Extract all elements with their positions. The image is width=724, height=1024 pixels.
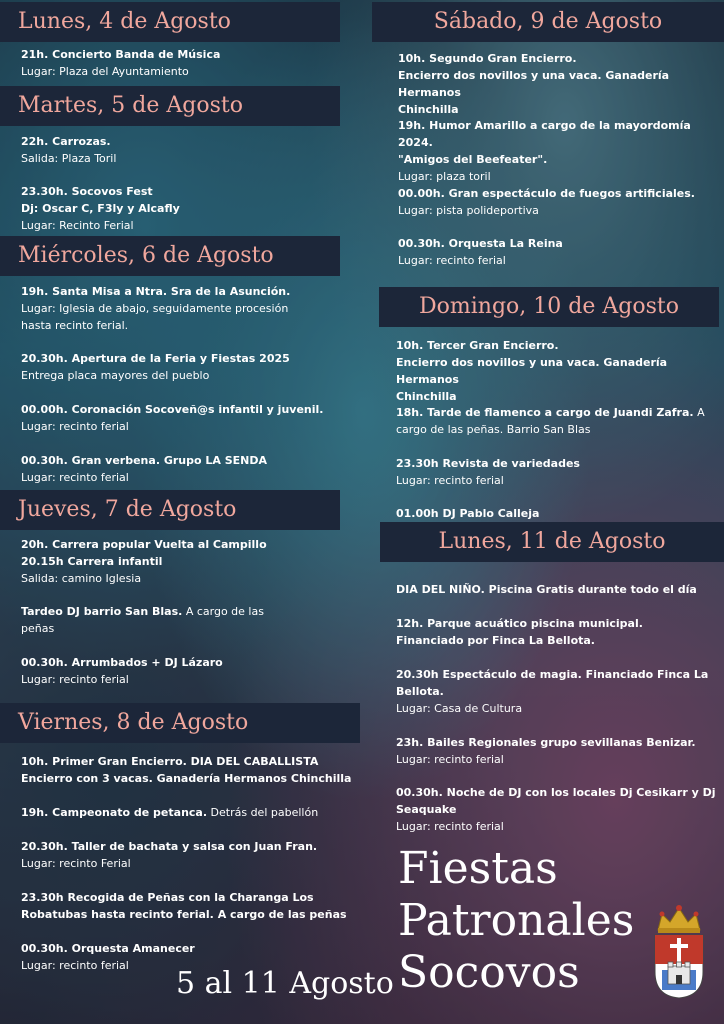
day-header-viernes-8: Viernes, 8 de Agosto bbox=[0, 703, 360, 743]
event-title-line2: Encierro con 3 vacas. Ganadería Hermanos Chinchilla bbox=[21, 772, 352, 785]
day-header-lunes-11: Lunes, 11 de Agosto bbox=[380, 522, 724, 562]
event-arrumbados bbox=[21, 654, 223, 688]
poster-title-line1: Fiestas bbox=[398, 843, 558, 894]
event-carrera-popular bbox=[21, 536, 267, 587]
event-title: 00.00h. Gran espectáculo de fuegos artificiales. bbox=[398, 187, 695, 200]
event-tercer-encierro bbox=[396, 337, 724, 405]
event-primer-encierro bbox=[21, 753, 351, 787]
event-title: 23.30h Revista de variedades bbox=[396, 457, 580, 470]
event-socovos-fest bbox=[21, 183, 180, 234]
event-title-line3: Chinchilla bbox=[398, 103, 459, 116]
event-title: 19h. Santa Misa a Ntra. Sra de la Asunción. bbox=[21, 285, 291, 298]
event-apertura-feria bbox=[21, 350, 290, 384]
event-detail: Lugar: recinto ferial bbox=[396, 753, 504, 766]
event-segundo-encierro bbox=[398, 50, 724, 118]
poster-title bbox=[398, 843, 634, 999]
event-title: 20.30h. Apertura de la Feria y Fiestas 2025 bbox=[21, 352, 290, 365]
event-title: 20.30h Espectáculo de magia. Financiado Finca La bbox=[396, 668, 709, 681]
event-detail: Lugar: Iglesia de abajo, seguidamente procesión bbox=[21, 302, 289, 315]
event-taller-bachata bbox=[21, 838, 317, 872]
day-header-lunes-4: Lunes, 4 de Agosto bbox=[0, 2, 340, 42]
event-detail: Lugar: Casa de Cultura bbox=[396, 702, 523, 715]
event-title: 19h. Campeonato de petanca. bbox=[21, 806, 208, 819]
event-title: 00.30h. Arrumbados + DJ Lázaro bbox=[21, 656, 223, 669]
event-detail: Detrás del pabellón bbox=[210, 806, 319, 819]
crown-icon bbox=[658, 905, 700, 933]
event-detail: Salida: camino Iglesia bbox=[21, 572, 142, 585]
festival-dates: 5 al 11 Agosto bbox=[176, 966, 394, 1001]
event-tarde-flamenco bbox=[396, 404, 705, 438]
event-orquesta-amanecer bbox=[21, 940, 195, 974]
event-detail: Lugar: Plaza del Ayuntamiento bbox=[21, 65, 189, 78]
day-header-martes-5: Martes, 5 de Agosto bbox=[0, 86, 340, 126]
event-detail: Salida: Plaza Toril bbox=[21, 152, 117, 165]
event-detail: Lugar: recinto Ferial bbox=[21, 857, 131, 870]
event-title: 10h. Tercer Gran Encierro. bbox=[396, 339, 559, 352]
event-title: 18h. Tarde de flamenco a cargo de Juandi Zafra. bbox=[396, 406, 694, 419]
event-title-line2: Seaquake bbox=[396, 803, 457, 816]
day-header-jueves-7: Jueves, 7 de Agosto bbox=[0, 490, 340, 530]
event-detail-line2: cargo de las peñas. Barrio San Blas bbox=[396, 423, 591, 436]
event-title-line2: Bellota. bbox=[396, 685, 444, 698]
event-espectaculo-magia bbox=[396, 666, 708, 717]
event-detail: Lugar: plaza toril bbox=[398, 170, 491, 183]
event-title: 01.00h DJ Pablo Calleja bbox=[396, 507, 540, 520]
event-title: 20h. Carrera popular Vuelta al Campillo bbox=[21, 538, 267, 551]
event-concierto-banda bbox=[21, 46, 220, 80]
shield-icon bbox=[655, 935, 703, 998]
event-title: Tardeo DJ barrio San Blas. bbox=[21, 605, 183, 618]
event-carrozas bbox=[21, 133, 116, 167]
event-title: DIA DEL NIÑO. Piscina Gratis durante todo el día bbox=[396, 583, 697, 596]
event-detail: Lugar: recinto ferial bbox=[21, 471, 129, 484]
event-title: 20.30h. Taller de bachata y salsa con Juan Fran. bbox=[21, 840, 318, 853]
event-title-line3: Chinchilla bbox=[396, 390, 457, 403]
event-title: 00.30h. Orquesta Amanecer bbox=[21, 942, 195, 955]
event-humor-amarillo bbox=[398, 117, 724, 185]
poster-title-line2: Patronales bbox=[398, 895, 635, 946]
event-bailes-regionales bbox=[396, 734, 696, 768]
event-title: 12h. Parque acuático piscina municipal. bbox=[396, 617, 643, 630]
event-title: 10h. Segundo Gran Encierro. bbox=[398, 52, 577, 65]
event-title: 10h. Primer Gran Encierro. DIA DEL CABALLISTA bbox=[21, 755, 319, 768]
event-detail: Lugar: pista polideportiva bbox=[398, 204, 539, 217]
event-title: 23h. Bailes Regionales grupo sevillanas Benizar. bbox=[396, 736, 696, 749]
event-detail: A bbox=[697, 406, 705, 419]
event-detail: Lugar: recinto ferial bbox=[396, 820, 504, 833]
event-detail: A cargo de las bbox=[185, 605, 264, 618]
event-title-line2: Encierro dos novillos y una vaca. Ganadería Hermanos bbox=[396, 356, 668, 386]
event-detail: Entrega placa mayores del pueblo bbox=[21, 369, 210, 382]
event-title: 00.30h. Gran verbena. Grupo LA SENDA bbox=[21, 454, 268, 467]
event-title: 00.30h. Orquesta La Reina bbox=[398, 237, 563, 250]
event-detail: Lugar: recinto ferial bbox=[21, 959, 129, 972]
event-detail: Lugar: recinto ferial bbox=[21, 420, 129, 433]
event-petanca bbox=[21, 804, 318, 821]
day-header-domingo-10: Domingo, 10 de Agosto bbox=[379, 287, 719, 327]
event-revista-variedades bbox=[396, 455, 580, 489]
event-title: 22h. Carrozas. bbox=[21, 135, 111, 148]
event-title: 23.30h Recogida de Peñas con la Charanga Los bbox=[21, 891, 314, 904]
event-santa-misa bbox=[21, 283, 290, 334]
event-dia-del-nino bbox=[396, 581, 697, 598]
event-detail: Lugar: recinto ferial bbox=[21, 673, 129, 686]
event-coronacion bbox=[21, 401, 323, 435]
event-detail: Lugar: recinto ferial bbox=[396, 474, 504, 487]
event-detail: Lugar: recinto ferial bbox=[398, 254, 506, 267]
day-header-sabado-9: Sábado, 9 de Agosto bbox=[372, 2, 724, 42]
event-title-line2: Financiado por Finca La Bellota. bbox=[396, 634, 595, 647]
event-recogida-penas bbox=[21, 889, 347, 923]
event-title-line2: Encierro dos novillos y una vaca. Ganadería Hermanos bbox=[398, 69, 670, 99]
event-parque-acuatico bbox=[396, 615, 643, 649]
event-title: 21h. Concierto Banda de Música bbox=[21, 48, 221, 61]
event-dj-pablo-calleja bbox=[396, 505, 539, 522]
event-detail-line2: hasta recinto ferial. bbox=[21, 319, 129, 332]
event-title: 00.30h. Noche de DJ con los locales Dj Cesikarr y Dj bbox=[396, 786, 716, 799]
event-noche-dj bbox=[396, 784, 715, 835]
event-title: 23.30h. Socovos Fest bbox=[21, 185, 153, 198]
event-title-line2: Dj: Oscar C, F3ly y Alcafly bbox=[21, 202, 180, 215]
event-tardeo-dj bbox=[21, 603, 264, 637]
event-title-line2: 20.15h Carrera infantil bbox=[21, 555, 163, 568]
day-header-miercoles-6: Miércoles, 6 de Agosto bbox=[0, 236, 340, 276]
event-detail: Lugar: Recinto Ferial bbox=[21, 219, 134, 232]
event-title-line2: Robatubas hasta recinto ferial. A cargo de las peñas bbox=[21, 908, 347, 921]
poster-title-line3: Socovos bbox=[398, 947, 580, 998]
event-title: 19h. Humor Amarillo a cargo de la mayordomía 2024. bbox=[398, 119, 691, 149]
coat-of-arms-icon bbox=[650, 902, 708, 1000]
event-fuegos-artificiales bbox=[398, 185, 695, 219]
event-orquesta-la-reina bbox=[398, 235, 563, 269]
event-title-line2: "Amigos del Beefeater". bbox=[398, 153, 548, 166]
event-gran-verbena bbox=[21, 452, 267, 486]
event-title: 00.00h. Coronación Socoveñ@s infantil y juvenil. bbox=[21, 403, 324, 416]
event-detail-line2: peñas bbox=[21, 622, 55, 635]
